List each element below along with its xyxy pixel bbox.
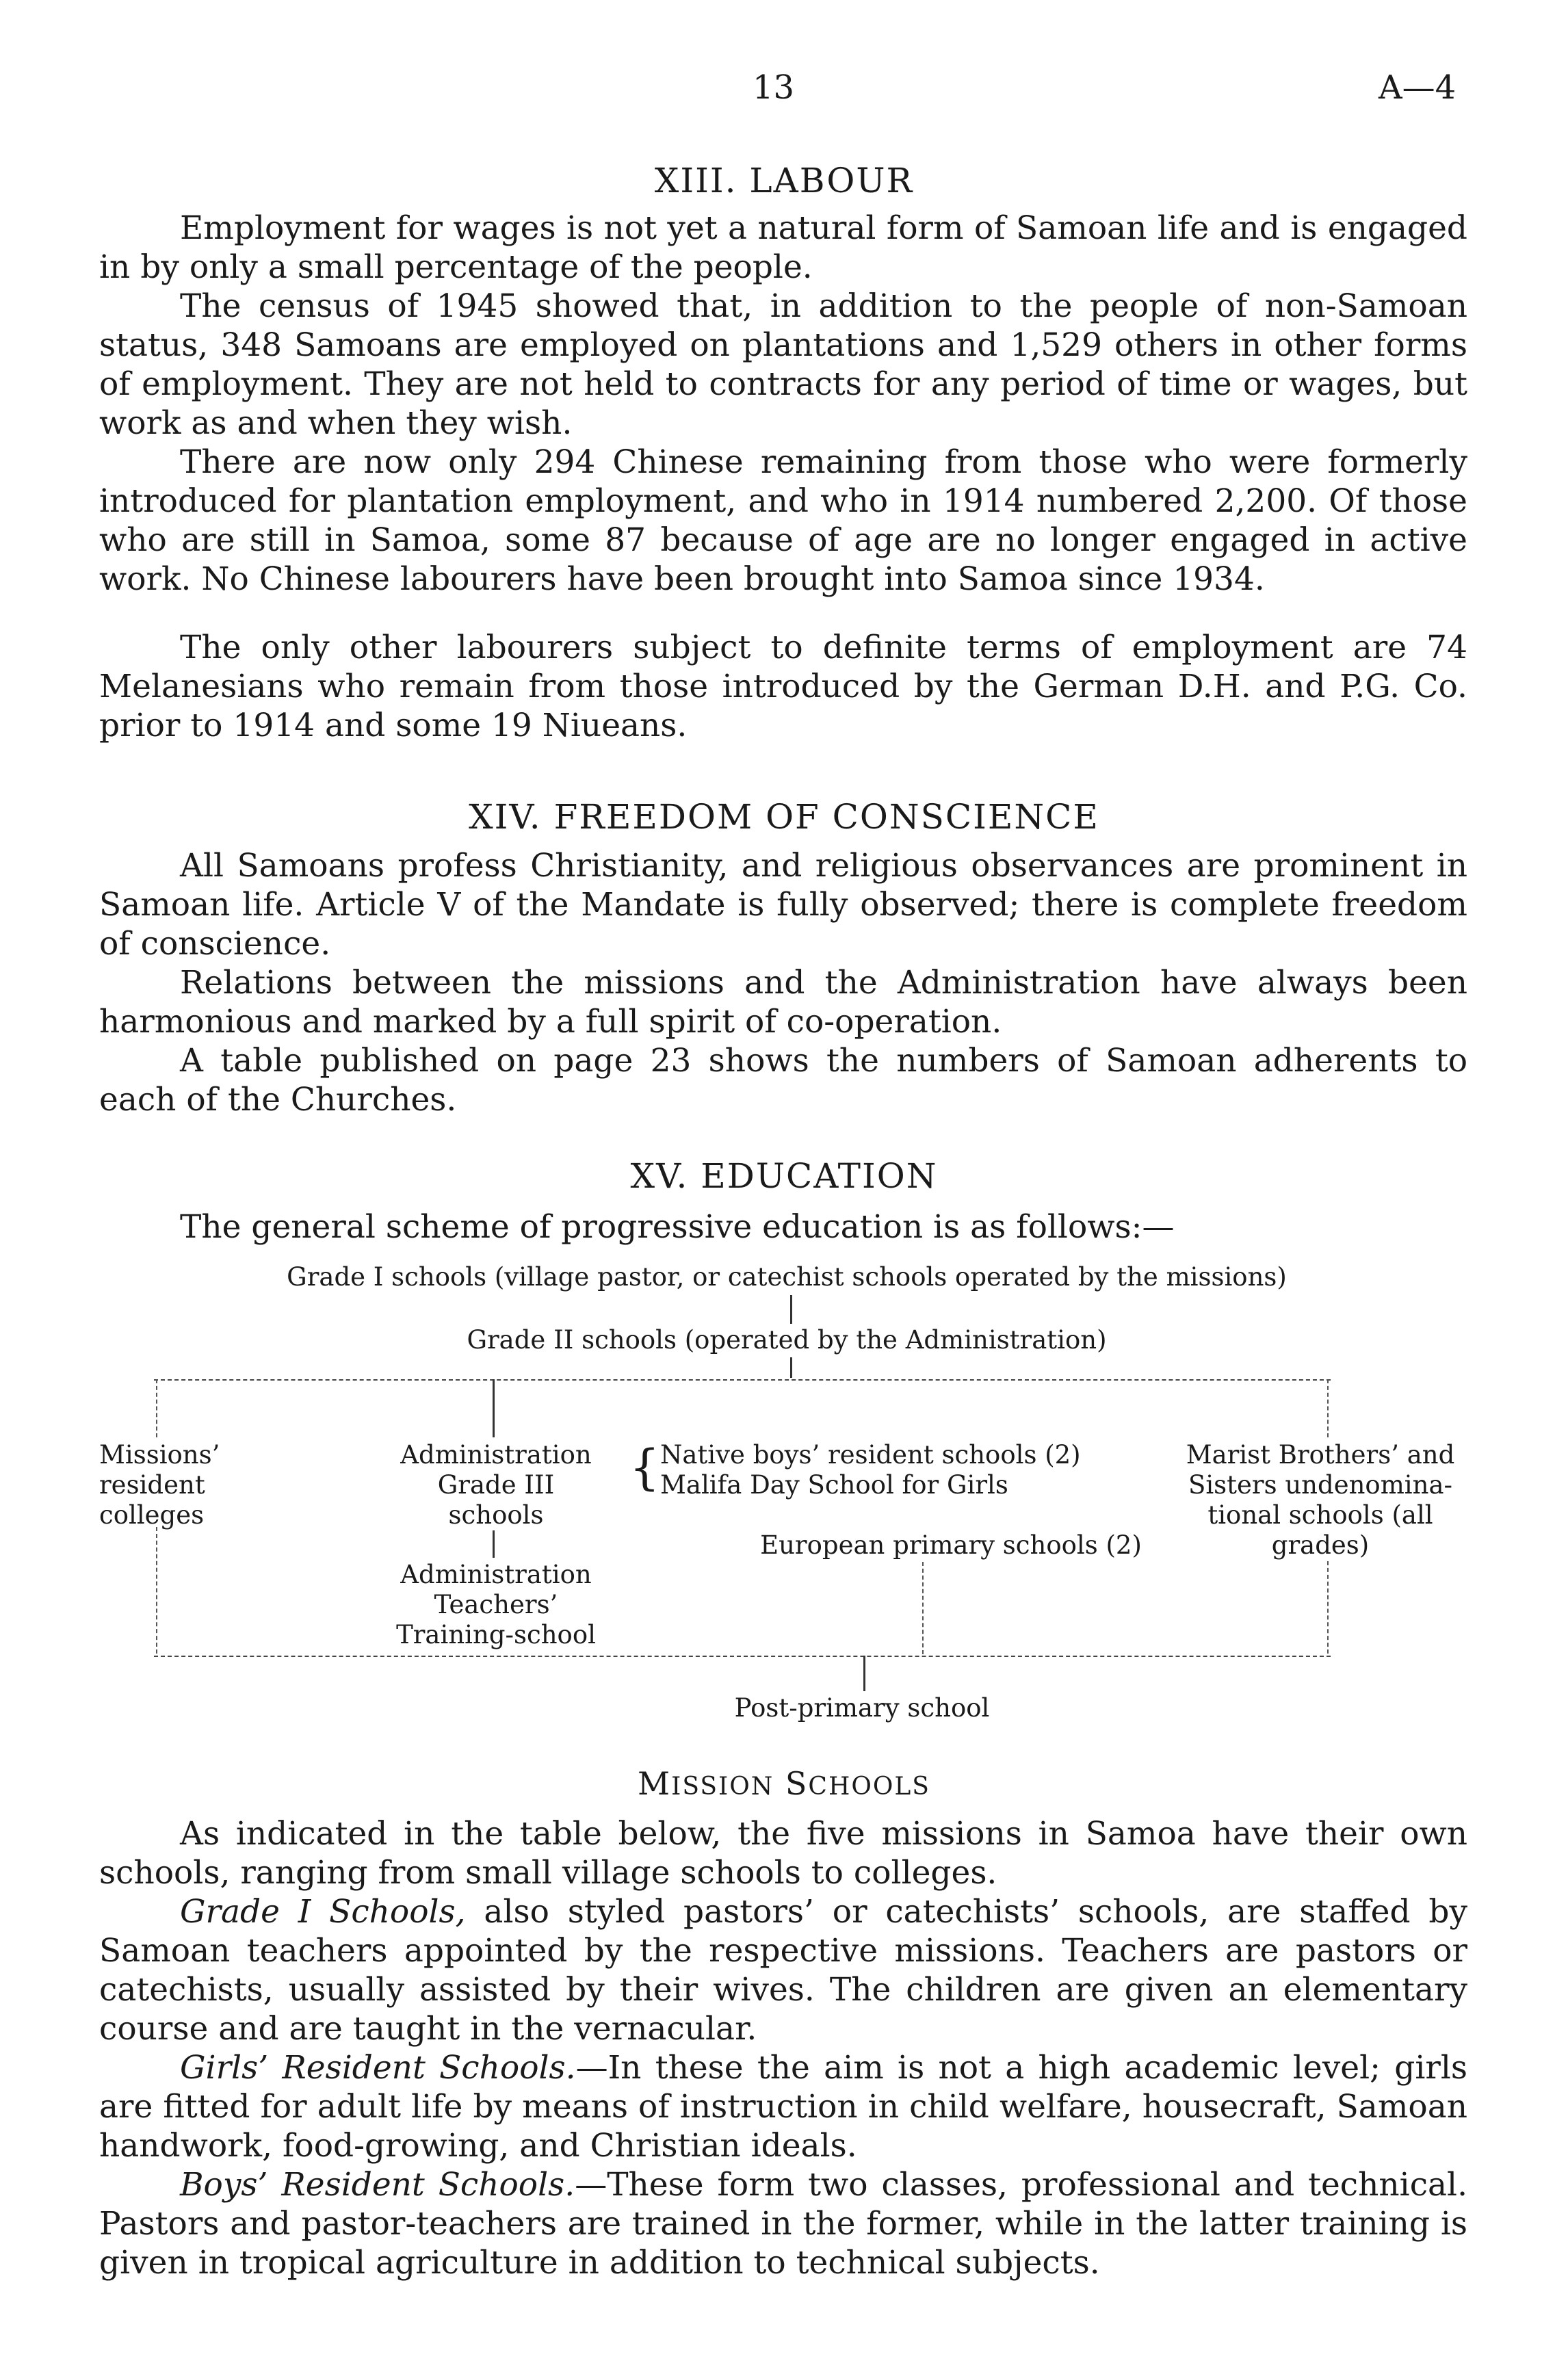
diagram-connector [1327, 1379, 1329, 1437]
diagram-grade1-schools: Grade I schools (village pastor, or catechist schools operated by the missions) [287, 1262, 1287, 1292]
diagram-connector [493, 1379, 495, 1437]
mission-paragraph-girls: Girls’ Resident Schools.—In these the aim is not a high academic level; girls are fitted for adult life by means of instruction in child welfare, housecraft, Samoan handwork, food-growing, and Christian ideals. [99, 2049, 1468, 2165]
diagram-connector [1327, 1561, 1329, 1654]
diagram-admin-grade3: Administration Grade III schools [400, 1440, 592, 1530]
conscience-paragraph-2: Relations between the missions and the Administration have always been harmonious and marked by a full spirit of co-operation. [99, 964, 1467, 1041]
document-reference: A—4 [1378, 68, 1456, 107]
diagram-missions-colleges: Missions’ resident colleges [99, 1440, 220, 1530]
diagram-post-primary: Post-primary school [734, 1693, 990, 1723]
page-number: 13 [753, 68, 795, 107]
labour-paragraph-3: There are now only 294 Chinese remaining from those who were formerly introduced for plantation employment, and who in 1914 numbered 2,200. Of those who are still in Samoa, some 87 because of age are no longer engaged in active work. No Chinese labourers have been brought into Samoa since 1934. [99, 443, 1467, 598]
diagram-european-primary: European primary schools (2) [760, 1530, 1142, 1560]
conscience-paragraph-3: A table published on page 23 shows the numbers of Samoan adherents to each of the Churches. [99, 1042, 1467, 1119]
mission-paragraph-grade1: Grade I Schools, also styled pastors’ or catechists’ schools, are staffed by Samoan teachers appointed by the respective missions. Teachers are pastors or catechists, usually assisted by their wives. The children are given an elementary course and are taught in the vernacular. [99, 1893, 1467, 2048]
diagram-connector [863, 1656, 865, 1691]
labour-heading: XIII. LABOUR [654, 161, 914, 200]
mission-paragraph-1: As indicated in the table below, the five missions in Samoa have their own schools, ranging from small village schools to colleges. [99, 1815, 1467, 1892]
diagram-connector [922, 1562, 924, 1654]
mission-schools-heading: MISSION SCHOOLS [638, 1765, 930, 1802]
diagram-native-boys-schools: Native boys’ resident schools (2) [660, 1440, 1081, 1470]
education-heading: XV. EDUCATION [630, 1156, 938, 1196]
diagram-connector [493, 1530, 495, 1558]
mission-paragraph-boys: Boys’ Resident Schools.—These form two classes, professional and technical. Pastors and pastor-teachers are trained in the former, while in the latter training is given in tropical agriculture in addition to technical subjects. [99, 2166, 1468, 2282]
diagram-marist-schools: Marist Brothers’ and Sisters undenomina- tional schools (all grades) [1186, 1440, 1455, 1560]
labour-paragraph-2: The census of 1945 showed that, in addition to the people of non-Samoan status, 348 Samoans are employed on plantations and 1,529 others in other forms of employment. They are not held to contracts for any period of time or wages, but work as and when they wish. [99, 287, 1467, 442]
conscience-heading: XIV. FREEDOM OF CONSCIENCE [469, 797, 1099, 837]
education-intro: The general scheme of progressive education is as follows:— [180, 1208, 1175, 1246]
diagram-teachers-training: Administration Teachers’ Training-school [396, 1560, 596, 1649]
diagram-merge-line [154, 1656, 1331, 1657]
diagram-branch-line [154, 1379, 1331, 1381]
diagram-grade2-schools: Grade II schools (operated by the Administration) [467, 1325, 1107, 1355]
diagram-connector [156, 1379, 157, 1437]
diagram-malifa-school: Malifa Day School for Girls [660, 1470, 1008, 1500]
diagram-connector [790, 1295, 792, 1324]
diagram-brace: { [629, 1439, 660, 1496]
diagram-connector [156, 1527, 157, 1654]
diagram-connector [790, 1357, 792, 1378]
labour-paragraph-4: The only other labourers subject to definite terms of employment are 74 Melanesians who remain from those introduced by the German D.H. and P.G. Co. prior to 1914 and some 19 Niueans. [99, 629, 1467, 744]
labour-paragraph-1: Employment for wages is not yet a natural form of Samoan life and is engaged in by only a small percentage of the people. [99, 209, 1467, 286]
conscience-paragraph-1: All Samoans profess Christianity, and religious observances are prominent in Samoan life. Article V of the Mandate is fully observed; there is complete freedom of conscience. [99, 847, 1467, 963]
